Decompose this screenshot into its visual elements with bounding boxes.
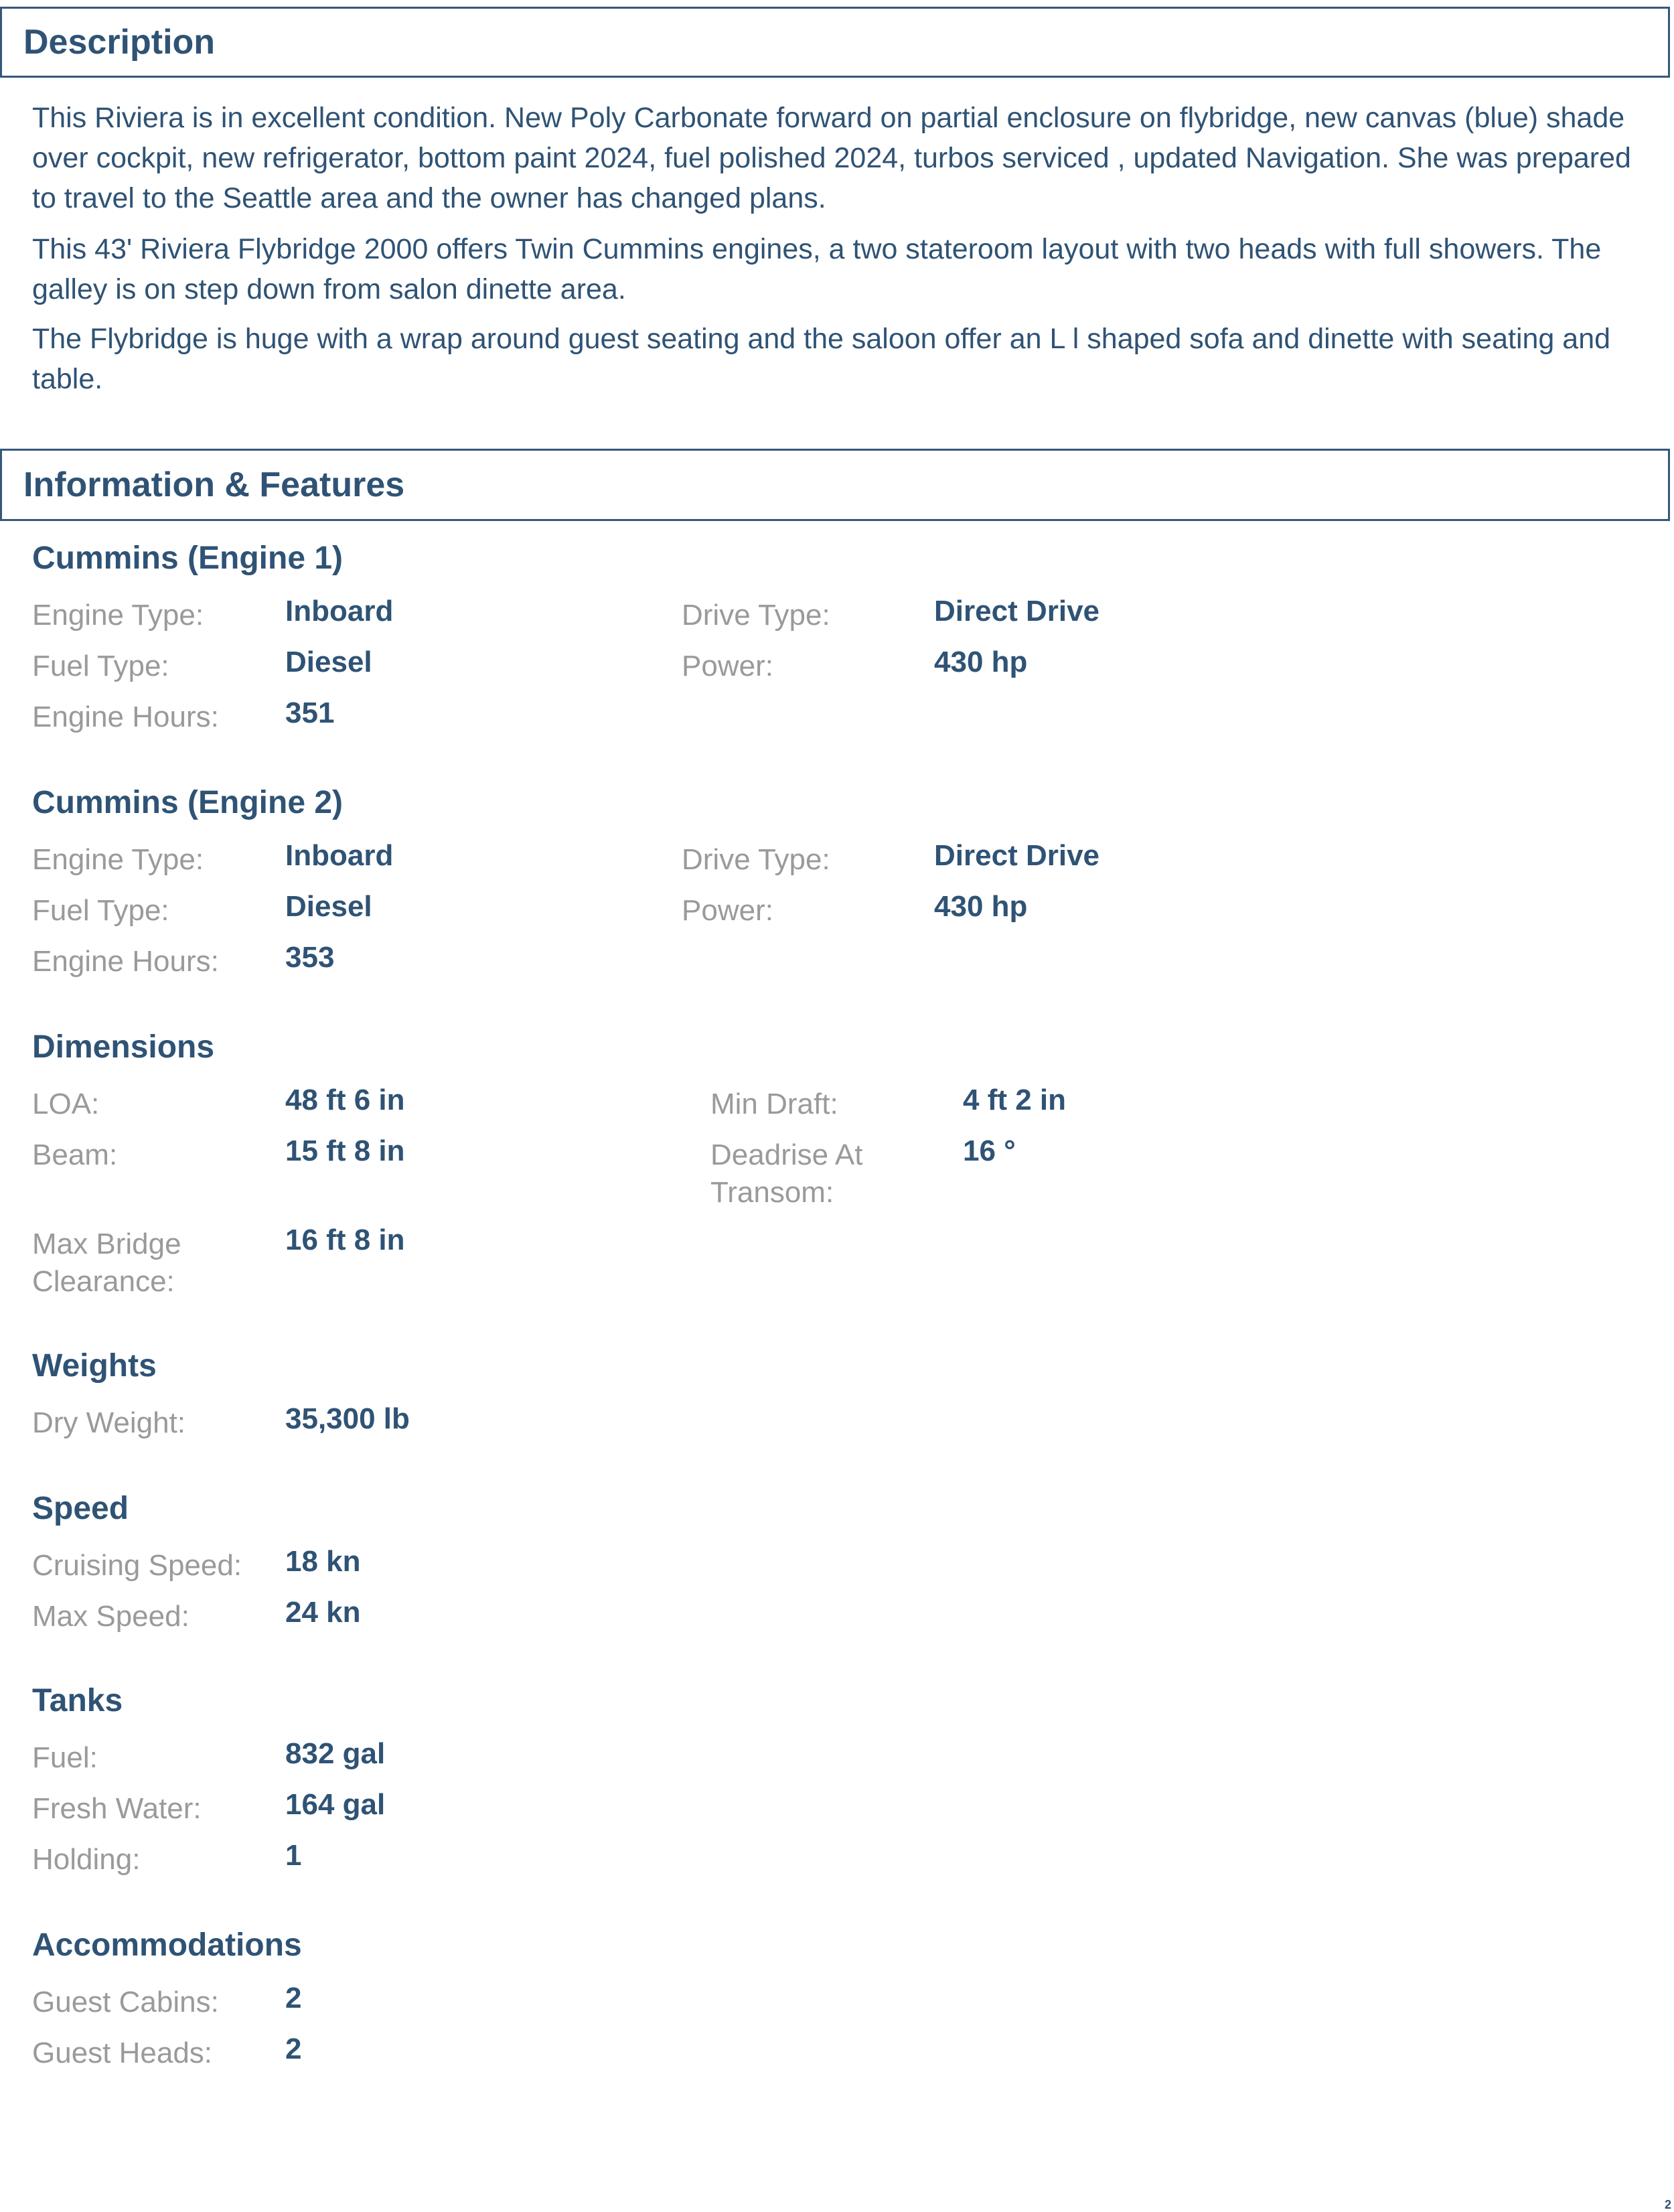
engine1-title: Cummins (Engine 1): [32, 540, 344, 576]
engine1-power-label: Power:: [682, 650, 773, 682]
weights-title: Weights: [32, 1348, 157, 1384]
engine2-drive-label: Drive Type:: [682, 843, 830, 876]
tanks-title: Tanks: [32, 1683, 123, 1718]
engine2-fuel-value: Diesel: [285, 890, 372, 923]
description-paragraph: [32, 229, 1639, 309]
guest-heads-label: Guest Heads:: [32, 2037, 213, 2069]
holding-label: Holding:: [32, 1843, 141, 1876]
engine2-title: Cummins (Engine 2): [32, 785, 344, 820]
min-draft-value: 4 ft 2 in: [963, 1084, 1067, 1116]
info-features-title: Information & Features: [23, 465, 405, 504]
max-speed-value: 24 kn: [285, 1596, 361, 1629]
engine2-power-value: 430 hp: [934, 890, 1028, 923]
fresh-water-label: Fresh Water:: [32, 1792, 202, 1825]
loa-value: 48 ft 6 in: [285, 1084, 405, 1116]
deadrise-label-line1: Deadrise At: [710, 1138, 863, 1171]
deadrise-value: 16 °: [963, 1134, 1016, 1167]
max-speed-label: Max Speed:: [32, 1600, 189, 1633]
engine1-type-label: Engine Type:: [32, 599, 204, 632]
holding-value: 1: [285, 1839, 302, 1872]
cruising-speed-label: Cruising Speed:: [32, 1549, 242, 1582]
engine1-hours-value: 351: [285, 696, 335, 729]
fuel-tank-value: 832 gal: [285, 1737, 386, 1770]
description-text-2: This 43' Riviera Flybridge 2000 offers Twin Cummins engines, a two stateroom layout with two heads with full showers. The galley is on step down from salon dinette area.: [32, 233, 1602, 305]
bridge-clearance-value: 16 ft 8 in: [285, 1224, 405, 1256]
engine2-power-label: Power:: [682, 894, 773, 927]
engine2-hours-value: 353: [285, 941, 335, 974]
engine1-fuel-value: Diesel: [285, 646, 372, 678]
fuel-tank-label: Fuel:: [32, 1741, 98, 1774]
engine2-type-label: Engine Type:: [32, 843, 204, 876]
deadrise-label-line2: Transom:: [710, 1176, 834, 1209]
page-number: 2: [1664, 2198, 1671, 2211]
cruising-speed-value: 18 kn: [285, 1545, 361, 1578]
engine2-drive-value: Direct Drive: [934, 839, 1100, 872]
description-paragraph: [32, 98, 1639, 218]
dry-weight-label: Dry Weight:: [32, 1406, 186, 1439]
bridge-clearance-label-line1: Max Bridge: [32, 1228, 181, 1260]
min-draft-label: Min Draft:: [710, 1088, 838, 1120]
beam-label: Beam:: [32, 1138, 118, 1171]
speed-title: Speed: [32, 1491, 129, 1526]
fresh-water-value: 164 gal: [285, 1788, 386, 1821]
description-text-3: The Flybridge is huge with a wrap around guest seating and the saloon offer an L l shaped sofa and dinette with seating and table.: [32, 323, 1611, 395]
engine1-drive-label: Drive Type:: [682, 599, 830, 632]
engine1-fuel-label: Fuel Type:: [32, 650, 169, 682]
engine2-type-value: Inboard: [285, 839, 394, 872]
engine1-power-value: 430 hp: [934, 646, 1028, 678]
bridge-clearance-label-line2: Clearance:: [32, 1265, 175, 1298]
description-title: Description: [23, 23, 216, 62]
dry-weight-value: 35,300 lb: [285, 1402, 410, 1435]
engine1-drive-value: Direct Drive: [934, 595, 1100, 628]
engine1-hours-label: Engine Hours:: [32, 701, 219, 733]
description-header: [0, 7, 1670, 78]
engine2-hours-label: Engine Hours:: [32, 945, 219, 978]
accommodations-title: Accommodations: [32, 1927, 302, 1963]
description-paragraph: [32, 319, 1639, 399]
beam-value: 15 ft 8 in: [285, 1134, 405, 1167]
description-text-1: This Riviera is in excellent condition. New Poly Carbonate forward on partial enclosure on flybridge, new canvas (blue) shade over cockpit, new refrigerator, bottom paint 2024, fuel polished 2024, turbos serviced , updated Navigation. She was prepared to travel to the Seattle area and the owner has changed plans.: [32, 102, 1631, 214]
engine2-fuel-label: Fuel Type:: [32, 894, 169, 927]
guest-heads-value: 2: [285, 2033, 302, 2065]
info-features-header: [0, 449, 1670, 521]
dimensions-title: Dimensions: [32, 1029, 215, 1065]
engine1-type-value: Inboard: [285, 595, 394, 628]
loa-label: LOA:: [32, 1088, 100, 1120]
guest-cabins-value: 2: [285, 1982, 302, 2014]
guest-cabins-label: Guest Cabins:: [32, 1986, 219, 2018]
